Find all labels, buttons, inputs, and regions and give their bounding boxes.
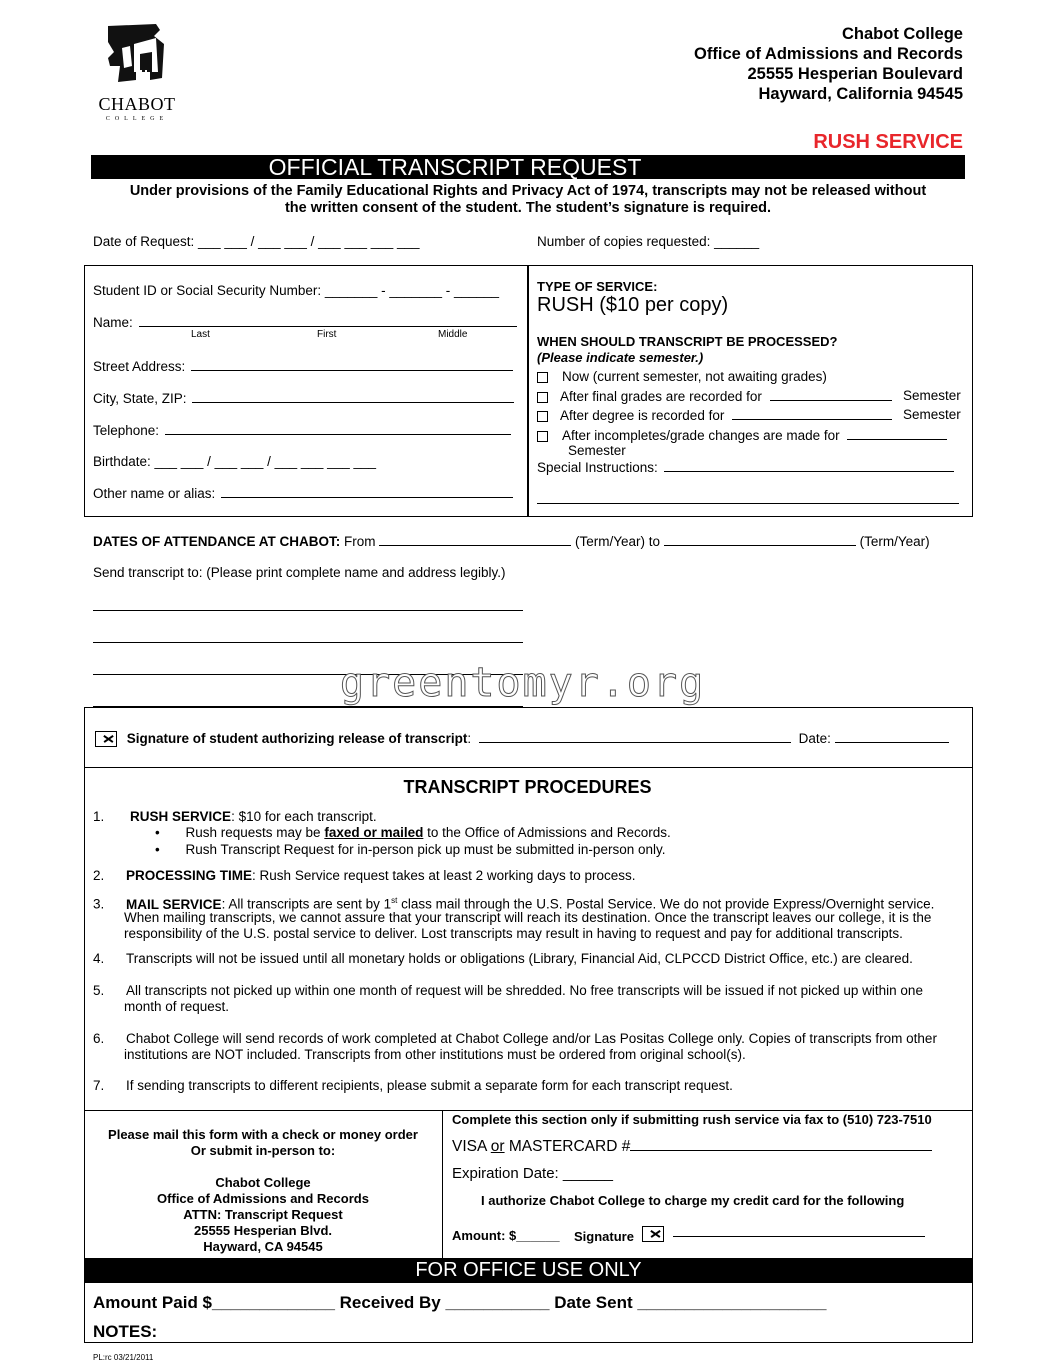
item-number: 7. bbox=[93, 1078, 105, 1093]
semester-label: Semester bbox=[568, 443, 626, 458]
birthdate-field[interactable]: Birthdate: ___ ___ / ___ ___ / ___ ___ ___ ___ bbox=[93, 454, 376, 469]
notice-line: Under provisions of the Family Educational Rights and Privacy Act of 1974, transcripts may not be released without bbox=[129, 183, 927, 199]
item-number: 1. bbox=[93, 809, 105, 824]
name-label: Name: bbox=[93, 315, 133, 330]
bullet-text: to the Office of Admissions and Records. bbox=[423, 825, 671, 840]
address-line: Office of Admissions and Records bbox=[694, 45, 963, 63]
watermark: greentomyr.org bbox=[340, 660, 706, 706]
card-or: or bbox=[490, 1138, 505, 1155]
college-logo bbox=[94, 22, 180, 128]
when-processed-label: WHEN SHOULD TRANSCRIPT BE PROCESSED? bbox=[537, 334, 838, 349]
from-label: From bbox=[344, 534, 376, 549]
name-first-label: First bbox=[317, 329, 337, 340]
card-label: VISA bbox=[452, 1138, 491, 1155]
page-title: OFFICIAL TRANSCRIPT REQUEST bbox=[268, 154, 642, 180]
item-number: 6. bbox=[93, 1031, 105, 1046]
college-address bbox=[694, 24, 963, 104]
option-incompletes[interactable] bbox=[537, 427, 947, 443]
signature-divider bbox=[84, 767, 973, 768]
form-code: PL:rc 03/21/2011 bbox=[93, 1353, 154, 1362]
date-of-request-field[interactable]: Date of Request: ___ ___ / ___ ___ / ___ ___ ___ ___ bbox=[93, 234, 420, 249]
item-heading: PROCESSING TIME bbox=[126, 868, 253, 883]
item-heading: RUSH SERVICE bbox=[130, 809, 232, 824]
item-text: All transcripts not picked up within one month of request will be shredded. No free transcripts will be issued if not picked up within one bbox=[126, 983, 923, 998]
signature-line[interactable] bbox=[479, 730, 791, 743]
address-line: 25555 Hesperian Boulevard bbox=[747, 65, 963, 83]
special-instructions-line-2[interactable] bbox=[537, 503, 959, 504]
telephone-label: Telephone: bbox=[93, 423, 160, 438]
mail-address-line: Chabot College bbox=[215, 1175, 311, 1190]
semester-line[interactable] bbox=[847, 427, 947, 440]
checkbox[interactable] bbox=[537, 411, 548, 422]
logo-subtext: COLLEGE bbox=[105, 116, 169, 122]
fax-section-title: Complete this section only if submitting rush service via fax to (510) 723-7510 bbox=[452, 1112, 932, 1127]
name-field[interactable] bbox=[93, 314, 517, 330]
procedure-item bbox=[93, 809, 377, 826]
checkbox[interactable] bbox=[537, 431, 548, 442]
send-to-line[interactable] bbox=[93, 642, 523, 643]
item-number: 4. bbox=[93, 951, 105, 966]
office-use-title: FOR OFFICE USE ONLY bbox=[415, 1259, 642, 1281]
term-to-label: (Term/Year) to bbox=[575, 534, 661, 549]
logo-text: CHABOT bbox=[98, 94, 176, 114]
card-number-field[interactable] bbox=[452, 1137, 932, 1156]
checkbox[interactable] bbox=[537, 392, 548, 403]
sign-here-icon bbox=[95, 731, 117, 747]
item-text: Chabot College will send records of work completed at Chabot College and/or Las Positas College only. Copies of transcripts from other bbox=[126, 1031, 937, 1046]
procedure-text: institutions are NOT included. Transcripts from other institutions must be ordered from original school(s). bbox=[124, 1047, 746, 1062]
office-use-box bbox=[84, 1283, 973, 1343]
authorization-text: I authorize Chabot College to charge my credit card for the following bbox=[481, 1193, 905, 1208]
signature-date-line[interactable] bbox=[835, 730, 949, 743]
item-number: 3. bbox=[93, 896, 105, 912]
city-state-zip-field[interactable] bbox=[93, 390, 514, 406]
address-line: Chabot College bbox=[841, 25, 963, 43]
procedures-title: TRANSCRIPT PROCEDURES bbox=[403, 777, 652, 797]
procedure-bullet bbox=[155, 842, 665, 859]
student-id-field[interactable]: Student ID or Social Security Number: _______ - _______ - ______ bbox=[93, 283, 500, 298]
card-number-line[interactable] bbox=[630, 1137, 932, 1151]
mail-address-line: Office of Admissions and Records bbox=[157, 1191, 369, 1206]
mail-address-line: ATTN: Transcript Request bbox=[183, 1207, 343, 1222]
telephone-line[interactable] bbox=[165, 422, 511, 435]
attendance-field[interactable] bbox=[93, 533, 930, 549]
special-instructions-field[interactable] bbox=[537, 459, 954, 475]
card-signature-line[interactable] bbox=[673, 1224, 925, 1237]
item-number: 2. bbox=[93, 868, 105, 883]
mail-address-line: Hayward, CA 94545 bbox=[203, 1239, 323, 1254]
address-line: Hayward, California 94545 bbox=[758, 85, 963, 103]
procedure-text: responsibility of the U.S. postal service to deliver. Lost transcripts may result in having to request and pay for additional transcripts. bbox=[124, 926, 903, 941]
checkbox[interactable] bbox=[537, 372, 548, 383]
procedure-text: When mailing transcripts, we cannot assure that your transcript will reach its destination. Once the transcript leaves our college, it is the bbox=[124, 910, 932, 925]
office-use-fields[interactable]: Amount Paid $_____________ Received By ___________ Date Sent ____________________ bbox=[93, 1293, 827, 1312]
mail-line: Please mail this form with a check or money order bbox=[108, 1127, 418, 1142]
semester-label: Semester bbox=[903, 407, 961, 422]
sign-here-icon bbox=[642, 1226, 664, 1242]
option-label: After final grades are recorded for bbox=[560, 389, 762, 404]
name-line[interactable] bbox=[139, 314, 517, 327]
street-address-field[interactable] bbox=[93, 358, 513, 374]
option-final-grades[interactable] bbox=[537, 388, 892, 404]
ferpa-notice bbox=[91, 183, 965, 217]
special-line[interactable] bbox=[664, 459, 954, 472]
semester-label: Semester bbox=[903, 388, 961, 403]
card-label: MASTERCARD # bbox=[504, 1138, 631, 1155]
from-line[interactable] bbox=[379, 533, 571, 546]
when-processed-sub: (Please indicate semester.) bbox=[537, 350, 704, 365]
procedure-item bbox=[93, 1078, 733, 1095]
semester-line[interactable] bbox=[732, 407, 892, 420]
type-of-service-value: RUSH ($10 per copy) bbox=[537, 294, 729, 316]
procedure-item bbox=[93, 951, 913, 968]
item-number: 5. bbox=[93, 983, 105, 998]
procedure-bullet bbox=[155, 825, 671, 842]
item-text: If sending transcripts to different recipients, please submit a separate form for each transcript request. bbox=[126, 1078, 733, 1093]
procedure-text: month of request. bbox=[124, 999, 230, 1014]
bullet-text: Rush Transcript Request for in-person pick up must be submitted in-person only. bbox=[185, 842, 666, 857]
option-now[interactable] bbox=[537, 369, 827, 384]
name-last-label: Last bbox=[191, 329, 210, 340]
option-label: Now (current semester, not awaiting grades) bbox=[562, 369, 827, 384]
expiration-field[interactable]: Expiration Date: ______ bbox=[452, 1165, 613, 1182]
street-label: Street Address: bbox=[93, 359, 186, 374]
bullet-emph: faxed or mailed bbox=[324, 825, 424, 840]
copies-requested-field[interactable]: Number of copies requested: ______ bbox=[537, 234, 760, 249]
street-line[interactable] bbox=[191, 358, 513, 371]
city-label: City, State, ZIP: bbox=[93, 391, 187, 406]
office-notes-label: NOTES: bbox=[93, 1322, 158, 1341]
type-of-service-label: TYPE OF SERVICE: bbox=[537, 279, 658, 294]
item-text: : $10 for each transcript. bbox=[231, 809, 377, 824]
mail-instructions bbox=[84, 1127, 442, 1255]
mail-fax-divider bbox=[442, 1110, 443, 1258]
bullet-icon: • bbox=[155, 825, 160, 840]
attendance-label: DATES OF ATTENDANCE AT CHABOT: bbox=[93, 534, 341, 549]
semester-line[interactable] bbox=[770, 388, 892, 401]
rush-service-heading: RUSH SERVICE bbox=[813, 131, 963, 153]
bullet-icon: • bbox=[155, 842, 160, 857]
box-divider bbox=[527, 265, 529, 517]
bullet-text: Rush requests may be bbox=[185, 825, 325, 840]
item-text: : All transcripts are sent by 1 bbox=[221, 896, 392, 912]
alias-label: Other name or alias: bbox=[93, 486, 216, 501]
item-text: : Rush Service request takes at least 2 working days to process. bbox=[252, 868, 636, 883]
city-line[interactable] bbox=[192, 390, 514, 403]
signature-colon: : bbox=[467, 731, 472, 746]
alias-field[interactable] bbox=[93, 485, 513, 501]
student-signature-field[interactable] bbox=[95, 730, 949, 747]
send-to-line[interactable] bbox=[93, 610, 523, 611]
send-to-label: Send transcript to: (Please print complete name and address legibly.) bbox=[93, 565, 506, 580]
notice-line: the written consent of the student. The student’s signature is required. bbox=[284, 200, 772, 216]
item-sup: st bbox=[391, 896, 398, 905]
card-signature-field[interactable] bbox=[574, 1224, 925, 1242]
item-text: Transcripts will not be issued until all monetary holds or obligations (Library, Financial Aid, CLPCCD District Office, etc.) are cleared. bbox=[126, 951, 913, 966]
card-signature-label: Signature bbox=[574, 1229, 634, 1244]
item-heading: MAIL SERVICE bbox=[126, 896, 222, 912]
item-text: class mail through the U.S. Postal Service. We do not provide Express/Overnight service. bbox=[397, 896, 935, 912]
option-label: After degree is recorded for bbox=[560, 408, 725, 423]
bottom-section-divider bbox=[84, 1110, 973, 1111]
alias-line[interactable] bbox=[221, 485, 513, 498]
procedure-item bbox=[93, 868, 635, 885]
special-label: Special Instructions: bbox=[537, 460, 658, 475]
term-label: (Term/Year) bbox=[859, 534, 930, 549]
mail-line: Or submit in-person to: bbox=[190, 1143, 336, 1158]
option-label: After incompletes/grade changes are made for bbox=[562, 428, 840, 443]
to-line[interactable] bbox=[664, 533, 856, 546]
procedure-item bbox=[93, 983, 923, 1000]
name-middle-label: Middle bbox=[438, 329, 468, 340]
building-emblem-icon bbox=[94, 22, 180, 102]
amount-field[interactable]: Amount: $______ bbox=[452, 1228, 560, 1243]
mail-address-line: 25555 Hesperian Blvd. bbox=[193, 1223, 333, 1238]
signature-label: Signature of student authorizing release of transcript bbox=[126, 731, 468, 746]
option-degree[interactable] bbox=[537, 407, 892, 423]
procedure-item bbox=[93, 1031, 937, 1048]
telephone-field[interactable] bbox=[93, 422, 511, 438]
signature-date-label: Date: bbox=[798, 731, 831, 746]
